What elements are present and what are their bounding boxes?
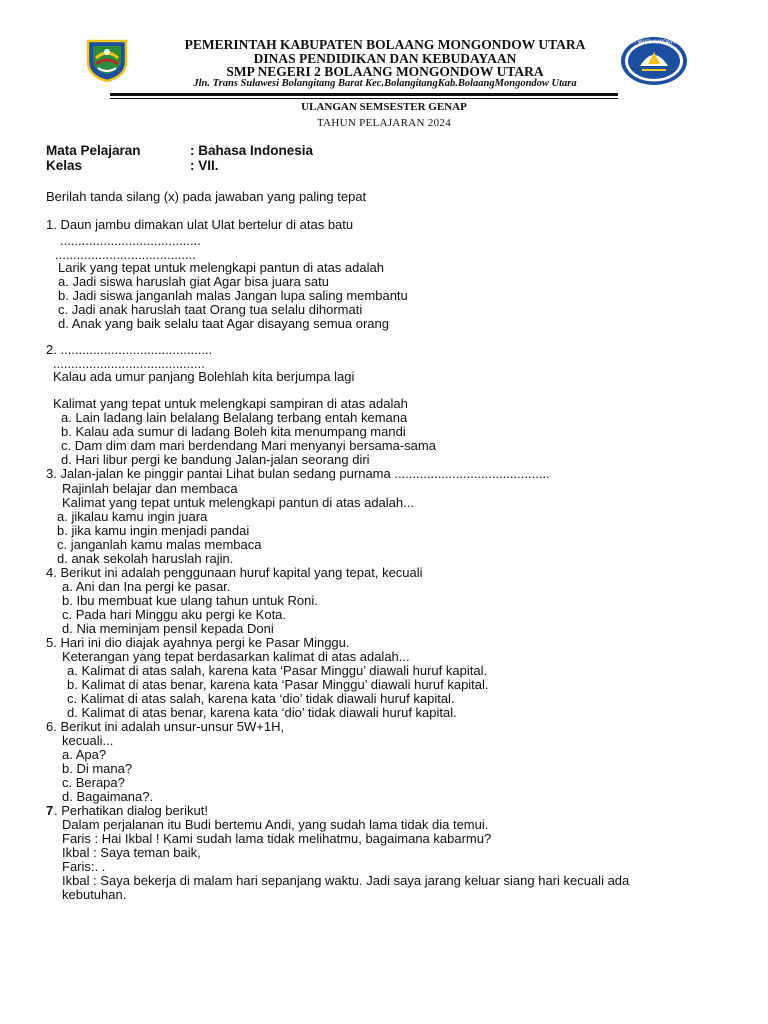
exam-year: TAHUN PELAJARAN 2024: [316, 117, 452, 129]
header-government: PEMERINTAH KABUPATEN BOLAANG MONGONDOW UTARA: [184, 37, 586, 52]
header-rule-thin: [110, 98, 618, 99]
answer-option: a. Ani dan Ina pergi ke pasar.: [62, 579, 231, 594]
dialog-line: Ikbal : Saya bekerja di malam hari sepanjang waktu. Jadi saya jarang keluar siang hari kecuali ada: [62, 873, 630, 888]
answer-option: d. Anak yang baik selalu taat Agar disayang semua orang: [58, 316, 389, 331]
question-line: 4. Berikut ini adalah penggunaan huruf kapital yang tepat, kecuali: [46, 565, 423, 580]
instruction-text: Berilah tanda silang (x) pada jawaban yang paling tepat: [46, 189, 367, 204]
header-rule-thick: [110, 93, 618, 96]
dialog-line: Dalam perjalanan itu Budi bertemu Andi, yang sudah lama tidak dia temui.: [62, 817, 489, 832]
question-line: 1. Daun jambu dimakan ulat Ulat bertelur di atas batu: [46, 217, 354, 232]
logo-motto-text: TUT WURI HANDAYANI: [626, 39, 682, 46]
answer-option: b. jika kamu ingin menjadi pandai: [57, 523, 250, 538]
question-line: Kalimat yang tepat untuk melengkapi pantun di atas adalah...: [62, 495, 414, 510]
answer-option: b. Kalimat di atas benar, karena kata ‘Pasar Minggu’ diawali huruf kapital.: [67, 677, 489, 692]
dialog-line: kebutuhan.: [62, 887, 127, 902]
answer-option: a. Kalimat di atas salah, karena kata ‘Pasar Minggu’ diawali huruf kapital.: [67, 663, 488, 678]
answer-option: b. Ibu membuat kue ulang tahun untuk Roni.: [62, 593, 318, 608]
answer-option: c. Berapa?: [62, 775, 125, 790]
question-line: Larik yang tepat untuk melengkapi pantun di atas adalah: [58, 260, 384, 275]
question-line: kecuali...: [62, 733, 114, 748]
answer-option: c. Jadi anak haruslah taat Orang tua selalu dihormati: [58, 302, 363, 317]
answer-option: c. Kalimat di atas salah, karena kata ‘dio’ tidak diawali huruf kapital.: [67, 691, 455, 706]
question-line: ..........................................: [53, 356, 205, 371]
answer-option: a. Jadi siswa haruslah giat Agar bisa juara satu: [58, 274, 329, 289]
question-number-7: 7: [46, 803, 54, 818]
answer-option: a. jikalau kamu ingin juara: [57, 509, 208, 524]
answer-option: a. Lain ladang lain belalang Belalang terbang entah kemana: [61, 410, 408, 425]
question-line: 3. Jalan-jalan ke pinggir pantai Lihat bulan sedang purnama ...........................................: [46, 466, 550, 481]
subject-value: : Bahasa Indonesia: [190, 143, 314, 158]
answer-option: d. anak sekolah haruslah rajin.: [57, 551, 234, 566]
class-label: Kelas: [46, 158, 83, 173]
class-value: : VII.: [190, 158, 219, 173]
dialog-line: Faris : Hai Ikbal ! Kami sudah lama tidak melihatmu, bagaimana kabarmu?: [62, 831, 492, 846]
answer-option: d. Bagaimana?.: [62, 789, 154, 804]
answer-option: b. Di mana?: [62, 761, 133, 776]
answer-option: c. janganlah kamu malas membaca: [57, 537, 262, 552]
dialog-line: Faris:. .: [62, 859, 106, 874]
question-line: Keterangan yang tepat berdasarkan kalimat di atas adalah...: [62, 649, 410, 664]
answer-option: b. Kalau ada sumur di ladang Boleh kita menumpang mandi: [61, 424, 406, 439]
question-line: .......................................: [60, 233, 201, 248]
header-school: SMP NEGERI 2 BOLAANG MONGONDOW UTARA: [226, 64, 544, 79]
question-line: Rajinlah belajar dan membaca: [62, 481, 238, 496]
question-line: . Perhatikan dialog berikut!: [54, 803, 208, 818]
answer-option: b. Jadi siswa janganlah malas Jangan lupa saling membantu: [58, 288, 408, 303]
dialog-line: Ikbal : Saya teman baik,: [62, 845, 201, 860]
answer-option: d. Nia meminjam pensil kepada Doni: [62, 621, 274, 636]
answer-option: d. Hari libur pergi ke bandung Jalan-jalan seorang diri: [61, 452, 370, 467]
header-address: Jln. Trans Sulawesi Bolangitang Barat Kec.BolangitangKab.BolaangMongondow Utara: [193, 78, 577, 89]
subject-label: Mata Pelajaran: [46, 143, 141, 158]
question-line: 5. Hari ini dio diajak ayahnya pergi ke Pasar Minggu.: [46, 635, 350, 650]
answer-option: d. Kalimat di atas benar, karena kata ‘dio’ tidak diawali huruf kapital.: [67, 705, 457, 720]
question-line: .......................................: [55, 247, 196, 262]
answer-option: a. Apa?: [62, 747, 107, 762]
question-line: Kalau ada umur panjang Bolehlah kita berjumpa lagi: [53, 369, 355, 384]
exam-title: ULANGAN SEMSESTER GENAP: [301, 101, 467, 113]
answer-option: c. Dam dim dam mari berdendang Mari menyanyi bersama-sama: [61, 438, 436, 453]
question-line: 2. ..........................................: [46, 342, 213, 357]
header-department: DINAS PENDIDIKAN DAN KEBUDAYAAN: [253, 51, 517, 66]
question-line: Kalimat yang tepat untuk melengkapi sampiran di atas adalah: [53, 396, 408, 411]
answer-option: c. Pada hari Minggu aku pergi ke Kota.: [62, 607, 287, 622]
question-line: 6. Berikut ini adalah unsur-unsur 5W+1H,: [46, 719, 285, 734]
